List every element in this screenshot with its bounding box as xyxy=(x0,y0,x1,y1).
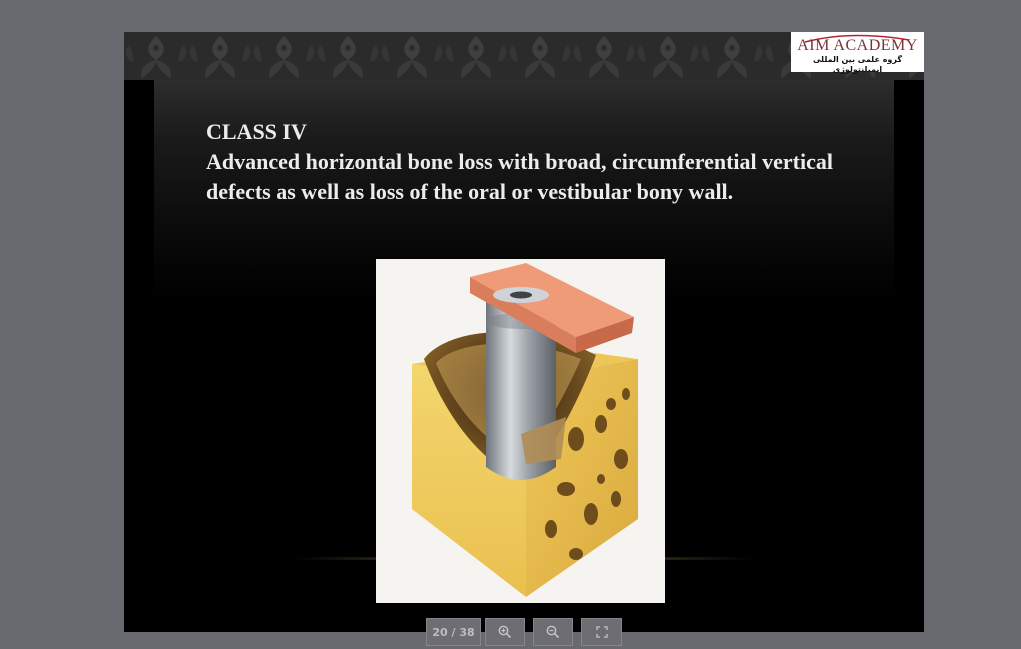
academy-logo xyxy=(791,32,924,72)
bone-defect-illustration xyxy=(376,259,665,603)
zoom-out-icon xyxy=(546,625,560,639)
logo-subtitle: گروه علمی بین المللی ایمپلنتولوژی xyxy=(812,55,903,74)
implant-bone-diagram xyxy=(376,259,665,603)
slide-title: CLASS IV xyxy=(206,119,307,144)
page-indicator: 20 / 38 xyxy=(426,618,481,646)
zoom-in-icon xyxy=(498,625,512,639)
fullscreen-button[interactable] xyxy=(581,618,622,646)
zoom-in-button[interactable] xyxy=(485,618,525,646)
fullscreen-icon xyxy=(596,626,608,638)
logo-name: AIM ACADEMY xyxy=(797,37,918,54)
presentation-slide xyxy=(124,32,924,632)
slide-body-text: Advanced horizontal bone loss with broad, circumferential vertical defects as well as loss of the oral or vestibular bony wall. xyxy=(206,149,833,204)
zoom-out-button[interactable] xyxy=(533,618,573,646)
